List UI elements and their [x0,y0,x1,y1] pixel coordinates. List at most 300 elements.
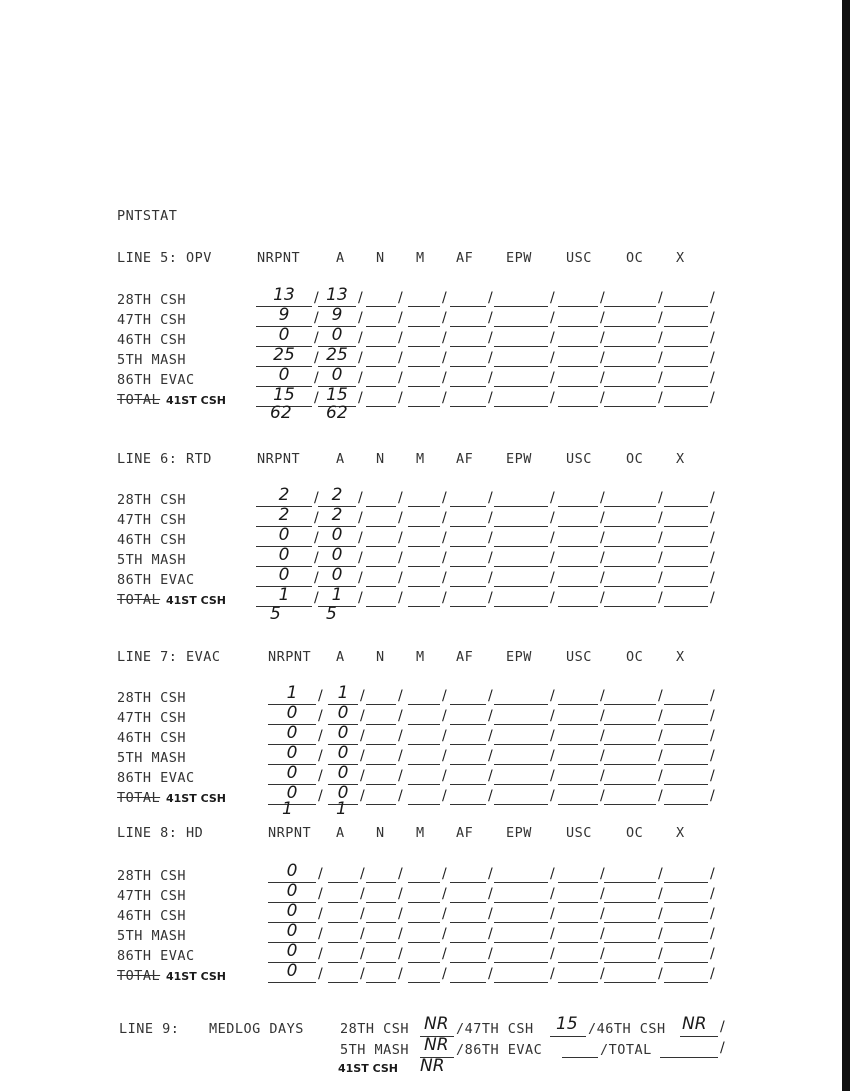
blank-underline [366,724,396,725]
separator-slash: / [442,330,447,346]
separator-slash: / [314,590,319,606]
separator-slash: / [658,708,663,724]
blank-underline [450,366,486,367]
separator-slash: / [658,946,663,962]
a-value: 1 [337,683,349,703]
separator-slash: / [710,370,715,386]
line5-sum-a: 62 [326,403,348,423]
blank-underline [494,804,548,805]
separator-slash: / [600,886,605,902]
blank-underline [558,346,598,347]
row-label: 47TH CSH [117,512,187,528]
separator-slash: / [710,330,715,346]
nrpnt-value: 0 [278,525,290,545]
separator-slash: / [658,370,663,386]
separator-slash: / [360,688,365,704]
blank-underline [494,326,548,327]
a-value: 0 [337,783,349,803]
blank-underline [558,526,598,527]
separator-slash: / [550,748,555,764]
nrpnt-value: 13 [273,285,295,305]
table-row [0,525,850,550]
line6-col-af: AF [456,451,474,467]
separator-slash: / [442,946,447,962]
blank-underline [604,386,656,387]
line9-total-underline [660,1057,718,1058]
separator-slash: / [488,708,493,724]
blank-underline [408,982,440,983]
separator-slash: / [442,728,447,744]
a-value: 0 [337,723,349,743]
nrpnt-value: 2 [278,505,290,525]
blank-underline [494,744,548,745]
separator-slash: / [600,966,605,982]
table-row [0,723,850,748]
blank-underline [366,546,396,547]
separator-slash: / [710,530,715,546]
a-value: 9 [331,305,343,325]
blank-underline [408,804,440,805]
separator-slash: / [488,310,493,326]
separator-slash: / [442,570,447,586]
blank-underline [604,306,656,307]
blank-underline [366,804,396,805]
blank-underline [604,882,656,883]
separator-slash: / [600,708,605,724]
blank-underline [494,586,548,587]
separator-slash: / [658,926,663,942]
separator-slash: / [658,788,663,804]
blank-underline [664,566,708,567]
blank-underline [664,764,708,765]
blank-underline [604,764,656,765]
separator-slash: / [442,926,447,942]
line9-41st-value: NR [420,1056,445,1076]
separator-slash: / [442,768,447,784]
line5-col-oc: OC [626,250,644,266]
blank-underline [558,784,598,785]
nrpnt-value: 0 [286,783,298,803]
separator-slash: / [488,330,493,346]
separator-slash: / [658,866,663,882]
a-value: 0 [331,525,343,545]
blank-underline [664,306,708,307]
blank-underline [450,506,486,507]
line6-col-n: N [376,451,385,467]
separator-slash: / [488,748,493,764]
line9-86th-label: /86TH EVAC [456,1042,543,1058]
separator-slash: / [550,728,555,744]
separator-slash: / [710,550,715,566]
separator-slash: / [318,866,323,882]
table-row [0,385,850,410]
separator-slash: / [442,370,447,386]
blank-underline [604,566,656,567]
blank-underline [408,764,440,765]
line6-col-a: A [336,451,345,467]
separator-slash: / [442,590,447,606]
blank-underline [494,506,548,507]
blank-underline [494,982,548,983]
nrpnt-value: 0 [278,365,290,385]
line9-46th-underline [680,1036,718,1037]
nrpnt-value: 0 [286,723,298,743]
blank-underline [450,804,486,805]
blank-underline [664,326,708,327]
blank-underline [328,962,358,963]
blank-underline [408,406,440,407]
blank-underline [450,386,486,387]
row-label: 46TH CSH [117,908,187,924]
separator-slash: / [658,728,663,744]
nrpnt-value: 0 [286,941,298,961]
separator-slash: / [710,728,715,744]
separator-slash: / [442,310,447,326]
separator-slash: / [658,310,663,326]
separator-slash: / [488,768,493,784]
line5-header-label: LINE 5: OPV [117,250,212,266]
blank-underline [408,386,440,387]
blank-underline [494,784,548,785]
separator-slash: / [358,330,363,346]
line6-col-epw: EPW [506,451,532,467]
separator-slash: / [314,290,319,306]
blank-underline [366,902,396,903]
blank-underline [604,326,656,327]
table-row [0,545,850,570]
separator-slash: / [314,390,319,406]
separator-slash: / [358,590,363,606]
separator-slash: / [442,350,447,366]
line9-5th-label: 5TH MASH [340,1042,410,1058]
line9-total-label: /TOTAL [600,1042,652,1058]
blank-underline [558,506,598,507]
separator-slash: / [488,866,493,882]
blank-underline [328,942,358,943]
blank-underline [664,406,708,407]
separator-slash: / [358,550,363,566]
line8-col-oc: OC [626,825,644,841]
separator-slash: / [442,788,447,804]
separator-slash: / [358,530,363,546]
blank-underline [604,982,656,983]
line6-sum-nrpnt: 5 [270,604,281,624]
separator-slash: / [358,290,363,306]
separator-slash: / [600,330,605,346]
separator-slash: / [318,768,323,784]
blank-underline [558,704,598,705]
line5-col-af: AF [456,250,474,266]
separator-slash: / [710,510,715,526]
blank-underline [494,704,548,705]
blank-underline [604,704,656,705]
nrpnt-value: 0 [286,961,298,981]
blank-underline [664,586,708,587]
blank-underline [408,724,440,725]
blank-underline [450,962,486,963]
row-label: 86TH EVAC [117,572,195,588]
separator-slash: / [658,748,663,764]
line9-46th-label: /46TH CSH [588,1021,666,1037]
separator-slash: / [398,370,403,386]
blank-underline [494,942,548,943]
separator-slash: / [710,906,715,922]
blank-underline [604,346,656,347]
blank-underline [664,784,708,785]
row-label: TOTAL [117,968,161,984]
blank-underline [366,406,396,407]
blank-underline [494,922,548,923]
separator-slash: / [658,290,663,306]
blank-underline [366,962,396,963]
table-row [0,783,850,808]
separator-slash: / [398,788,403,804]
blank-underline [604,942,656,943]
separator-slash: / [600,926,605,942]
row-label: 28TH CSH [117,868,187,884]
row-label: 5TH MASH [117,352,187,368]
line7-col-n: N [376,649,385,665]
separator-slash: / [550,370,555,386]
blank-underline [604,606,656,607]
separator-slash: / [398,748,403,764]
separator-slash: / [658,906,663,922]
separator-slash: / [314,370,319,386]
line7-col-a: A [336,649,345,665]
separator-slash: / [314,530,319,546]
line9-47th-label: /47TH CSH [456,1021,534,1037]
separator-slash: / [398,946,403,962]
blank-underline [494,606,548,607]
line9-47th-underline [550,1036,586,1037]
row-label: 5TH MASH [117,928,187,944]
separator-slash: / [398,510,403,526]
line7-header-label: LINE 7: EVAC [117,649,221,665]
nrpnt-value: 0 [286,763,298,783]
row-label: 86TH EVAC [117,372,195,388]
blank-underline [664,506,708,507]
blank-underline [408,346,440,347]
blank-underline [408,366,440,367]
separator-slash: / [658,886,663,902]
separator-slash: / [550,570,555,586]
blank-underline [408,962,440,963]
blank-underline [494,724,548,725]
blank-underline [366,922,396,923]
nrpnt-value: 2 [278,485,290,505]
row-label: 5TH MASH [117,750,187,766]
separator-slash: / [710,866,715,882]
separator-slash: / [442,688,447,704]
table-row [0,285,850,310]
blank-underline [450,326,486,327]
separator-slash: / [550,946,555,962]
blank-underline [450,784,486,785]
blank-underline [450,546,486,547]
separator-slash: / [600,550,605,566]
separator-slash: / [318,788,323,804]
line7-col-usc: USC [566,649,592,665]
a-value: 0 [331,325,343,345]
nrpnt-value: 0 [286,881,298,901]
separator-slash: / [550,510,555,526]
form-title: PNTSTAT [117,208,178,224]
blank-underline [558,546,598,547]
row-label-handwritten: 41ST CSH [166,394,226,407]
separator-slash: / [318,748,323,764]
separator-slash: / [398,350,403,366]
line5-col-usc: USC [566,250,592,266]
line5-col-a: A [336,250,345,266]
blank-underline [366,366,396,367]
a-value: 1 [331,585,343,605]
separator-slash: / [550,768,555,784]
blank-underline [450,942,486,943]
separator-slash: / [550,708,555,724]
separator-slash: / [710,310,715,326]
separator-slash: / [710,350,715,366]
blank-underline [408,744,440,745]
line6-col-usc: USC [566,451,592,467]
blank-underline [494,366,548,367]
a-value: 0 [337,763,349,783]
blank-underline [366,942,396,943]
separator-slash: / [488,926,493,942]
blank-underline [450,704,486,705]
blank-underline [450,346,486,347]
row-label: TOTAL [117,392,161,408]
separator-slash: / [600,350,605,366]
line7-col-x: X [676,649,685,665]
row-label: 5TH MASH [117,552,187,568]
separator-slash: / [600,748,605,764]
separator-slash: / [710,490,715,506]
blank-underline [450,526,486,527]
separator-slash: / [488,966,493,982]
table-row [0,881,850,906]
separator-slash: / [314,350,319,366]
separator-slash: / [360,866,365,882]
separator-slash: / [398,290,403,306]
separator-slash: / [710,390,715,406]
separator-slash: / [658,688,663,704]
separator-slash: / [600,906,605,922]
blank-underline [664,606,708,607]
blank-underline [494,306,548,307]
separator-slash: / [398,688,403,704]
a-value: 0 [331,365,343,385]
blank-underline [408,566,440,567]
separator-slash: / [550,330,555,346]
blank-underline [558,586,598,587]
nrpnt-value: 0 [286,921,298,941]
separator-slash: / [398,490,403,506]
a-value: 25 [326,345,348,365]
line5-col-x: X [676,250,685,266]
line8-col-n: N [376,825,385,841]
blank-underline [450,922,486,923]
blank-underline [664,942,708,943]
blank-underline [558,942,598,943]
nrpnt-value: 0 [278,325,290,345]
blank-underline [366,566,396,567]
separator-slash: / [710,708,715,724]
blank-underline [604,546,656,547]
separator-slash: / [360,748,365,764]
blank-underline [408,546,440,547]
separator-slash: / [710,946,715,962]
separator-slash: / [314,550,319,566]
blank-underline [408,922,440,923]
separator-slash: / [658,350,663,366]
line7-col-oc: OC [626,649,644,665]
line8-header-label: LINE 8: HD [117,825,204,841]
row-label: 47TH CSH [117,312,187,328]
blank-underline [366,586,396,587]
separator-slash: / [360,946,365,962]
table-row [0,585,850,610]
row-label-handwritten: 41ST CSH [166,970,226,983]
separator-slash: / [488,570,493,586]
separator-slash: / [550,688,555,704]
separator-slash: / [360,768,365,784]
line9-28th-value: NR [424,1014,449,1034]
separator-slash: / [488,490,493,506]
line9-41st-label: 41ST CSH [338,1062,398,1075]
table-row [0,763,850,788]
separator-slash: / [398,926,403,942]
table-row [0,485,850,510]
separator-slash: / [398,590,403,606]
separator-slash: / [658,570,663,586]
blank-underline [408,882,440,883]
separator-slash: / [550,866,555,882]
separator-slash: / [488,510,493,526]
nrpnt-value: 15 [273,385,295,405]
blank-underline [408,942,440,943]
blank-underline [408,784,440,785]
blank-underline [328,982,358,983]
blank-underline [328,882,358,883]
separator-slash: / [358,350,363,366]
blank-underline [366,606,396,607]
separator-slash: / [600,310,605,326]
blank-underline [328,902,358,903]
row-label: TOTAL [117,790,161,806]
line9-5th-value: NR [424,1035,449,1055]
blank-underline [256,606,312,607]
nrpnt-value: 1 [278,585,290,605]
separator-slash: / [600,510,605,526]
blank-underline [604,784,656,785]
line8-col-a: A [336,825,345,841]
line9-86th-underline [562,1057,598,1058]
blank-underline [558,326,598,327]
blank-underline [664,962,708,963]
row-label: 47TH CSH [117,710,187,726]
blank-underline [450,406,486,407]
line7-col-nrpnt: NRPNT [268,649,312,665]
blank-underline [494,566,548,567]
table-row [0,861,850,886]
line9-slash-end-2: / [720,1040,725,1056]
separator-slash: / [550,590,555,606]
blank-underline [450,566,486,567]
separator-slash: / [314,570,319,586]
blank-underline [494,386,548,387]
separator-slash: / [318,966,323,982]
a-value: 0 [337,743,349,763]
